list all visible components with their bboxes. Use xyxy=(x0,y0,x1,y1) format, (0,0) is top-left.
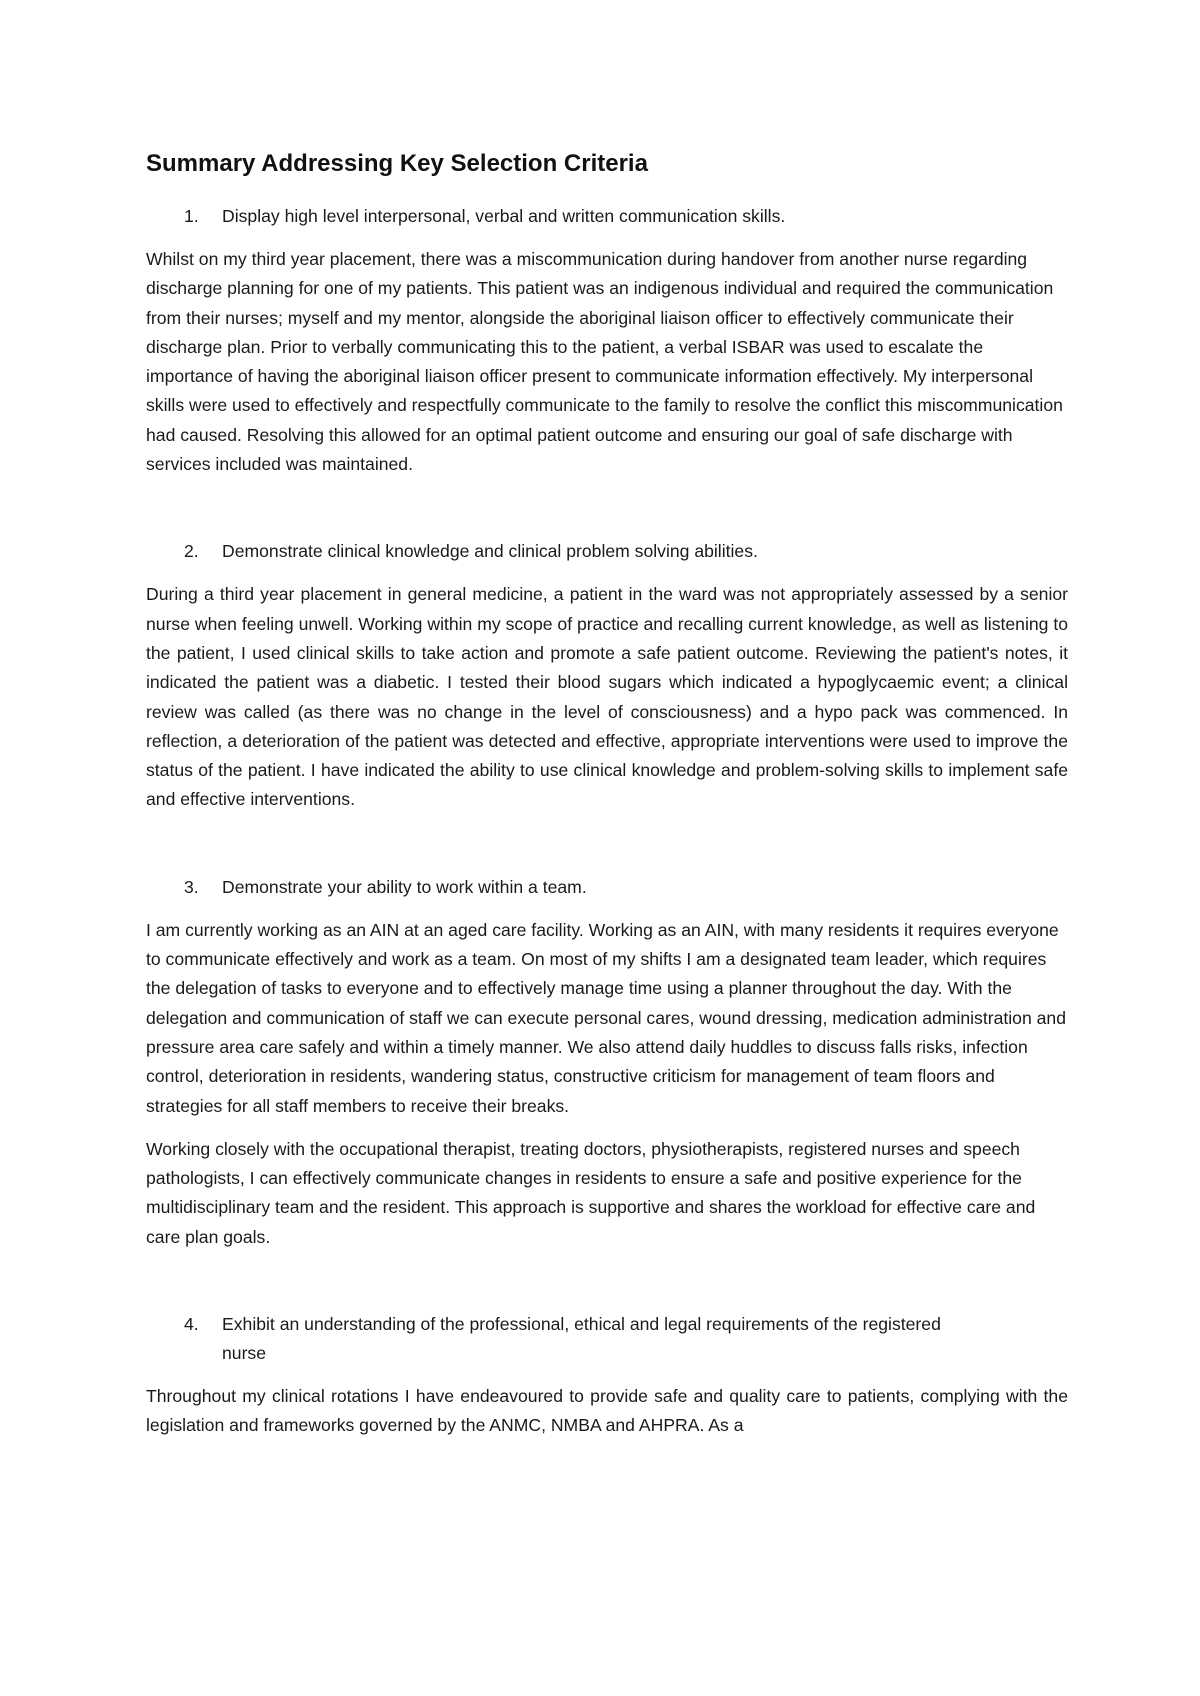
criterion-4-heading xyxy=(146,1310,1068,1368)
criterion-3-paragraph-2: Working closely with the occupational therapist, treating doctors, physiotherapists, registered nurses and speech pathologists, I can effectively communicate changes in residents to ensure a safe and positive experience for the multidisciplinary team and the resident. This approach is supportive and shares the workload for effective care and care plan goals. xyxy=(146,1138,1036,1247)
criterion-number: 3. xyxy=(184,876,199,897)
criterion-number: 4. xyxy=(184,1314,199,1335)
criterion-number: 2. xyxy=(184,541,199,562)
document-title: Summary Addressing Key Selection Criteria xyxy=(146,150,648,177)
criterion-text: Demonstrate your ability to work within a team. xyxy=(222,876,587,897)
document-page xyxy=(146,148,1068,1455)
criterion-4-paragraph-1: Throughout my clinical rotations I have endeavoured to provide safe and quality care to patients, complying with the legislation and frameworks governed by the ANMC, NMBA and AHPRA. As a xyxy=(146,1386,1068,1436)
criterion-2-heading xyxy=(146,537,1068,566)
criterion-3-paragraph-1: I am currently working as an AIN at an aged care facility. Working as an AIN, with many residents it requires everyone to communicate effectively and work as a team. On most of my shifts I am a designated team leader, which requires the delegation of tasks to everyone and to effectively manage time using a planner throughout the day. With the delegation and communication of staff we can execute personal cares, wound dressing, medication administration and pressure area care safely and within a timely manner. We also attend daily huddles to discuss falls risks, infection control, deterioration in residents, wandering status, constructive criticism for management of team floors and strategies for all staff members to receive their breaks. xyxy=(146,919,1066,1116)
criterion-3-heading xyxy=(146,873,1068,902)
section-spacer xyxy=(146,493,1068,537)
criterion-1-heading xyxy=(146,202,1068,231)
criterion-1-paragraph-1: Whilst on my third year placement, there was a miscommunication during handover from another nurse regarding discharge planning for one of my patients. This patient was an indigenous individual and required the communication from their nurses; myself and my mentor, alongside the aboriginal liaison officer to effectively communicate their discharge plan. Prior to verbally communicating this to the patient, a verbal ISBAR was used to escalate the importance of having the aboriginal liaison officer present to communicate information effectively. My interpersonal skills were used to effectively and respectfully communicate to the family to resolve the conflict this miscommunication had caused. Resolving this allowed for an optimal patient outcome and ensuring our goal of safe discharge with services included was maintained. xyxy=(146,249,1063,475)
criterion-2-paragraph-1: During a third year placement in general medicine, a patient in the ward was not appropriately assessed by a senior nurse when feeling unwell. Working within my scope of practice and recalling current knowledge, as well as listening to the patient, I used clinical skills to take action and promote a safe patient outcome. Reviewing the patient's notes, it indicated the patient was a diabetic. I tested their blood sugars which indicated a hypoglycaemic event; a clinical review was called (as there was no change in the level of consciousness) and a hypo pack was commenced. In reflection, a deterioration of the patient was detected and effective, appropriate interventions were used to improve the status of the patient. I have indicated the ability to use clinical knowledge and problem-solving skills to implement safe and effective interventions. xyxy=(146,584,1068,810)
section-spacer xyxy=(146,829,1068,873)
criterion-text: Exhibit an understanding of the professional, ethical and legal requirements of the registered nurse xyxy=(222,1314,941,1364)
criterion-number: 1. xyxy=(184,206,199,226)
criterion-text: Demonstrate clinical knowledge and clinical problem solving abilities. xyxy=(222,541,758,562)
criterion-text: Display high level interpersonal, verbal and written communication skills. xyxy=(222,206,786,226)
section-spacer xyxy=(146,1266,1068,1310)
